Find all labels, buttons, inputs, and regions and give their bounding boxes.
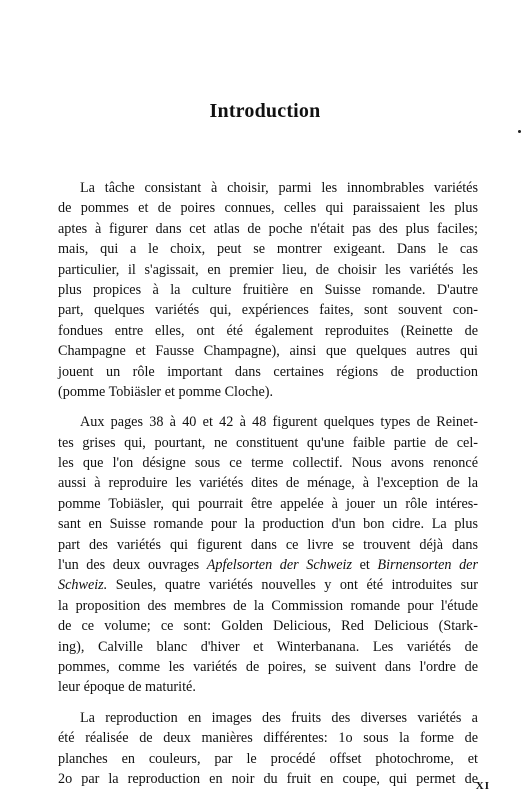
text-line: part des variétés qui figurent dans ce livre se trouvent déjà dans (58, 536, 478, 553)
text-line: fondues entre elles, ont été également reproduites (Reinette de (58, 322, 478, 339)
book-title: Schweiz. (58, 577, 108, 594)
body-text (58, 178, 478, 789)
text-line: jouent un rôle important dans certaines régions de production (58, 363, 478, 380)
text-line: de pommes et de poires connues, celles qui paraissaient les plus (58, 200, 478, 217)
paragraph-1 (58, 178, 478, 402)
text-line: pommes, comme les variétés de poires, se suivent dans l'ordre de (58, 658, 478, 675)
text-fragment: et (351, 557, 378, 574)
text-line-with-title (58, 555, 478, 575)
print-speck (518, 130, 521, 133)
text-line-with-title (58, 575, 478, 595)
text-line: 2o par la reproduction en noir du fruit en coupe, qui permet de (58, 770, 478, 787)
text-line: aussi à reproduire les variétés dites de ménage, à l'exception de la (58, 475, 478, 492)
text-line: ing), Calville blanc d'hiver et Winterbanana. Les variétés de (58, 638, 478, 655)
text-line: La reproduction en images des fruits des diverses variétés a (80, 709, 478, 726)
text-line: leur époque de maturité. (58, 679, 196, 696)
text-fragment: l'un des deux ouvrages (58, 557, 207, 574)
page-number: XI (475, 780, 490, 792)
text-line: plus propices à la culture fruitière en Suisse romande. D'autre (58, 281, 478, 298)
book-title: Apfelsorten der Schweiz (206, 557, 352, 574)
text-line: pomme Tobiäsler, qui pourrait être appelée à jouer un rôle intéres- (58, 495, 478, 512)
text-line: Champagne et Fausse Champagne), ainsi que quelques autres qui (58, 343, 478, 360)
text-line: Aux pages 38 à 40 et 42 à 48 figurent quelques types de Reinet- (80, 414, 478, 431)
text-line: (pomme Tobiäsler et pomme Cloche). (58, 383, 274, 400)
book-title: Birnensorten der (377, 557, 478, 574)
text-line: La tâche consistant à choisir, parmi les innombrables variétés (80, 180, 478, 196)
paragraph-2 (58, 412, 478, 697)
text-line: été réalisée de deux manières différentes: 1o sous la forme de (58, 730, 478, 747)
text-line: de ce volume; ce sont: Golden Delicious, Red Delicious (Stark- (58, 618, 478, 635)
text-line: mais, qui a le choix, peut se montrer exigeant. Dans le cas (58, 241, 478, 258)
text-line: part, quelques variétés qui, expériences faites, sont souvent con- (58, 302, 478, 319)
text-line: particulier, il s'agissait, en premier lieu, de choisir les variétés les (58, 261, 478, 278)
text-line: sant en Suisse romande pour la production d'un bon cidre. La plus (58, 516, 478, 533)
paragraph-3 (58, 708, 478, 790)
text-line: planches en couleurs, par le procédé offset photochrome, et (58, 750, 478, 767)
text-line: tes grises qui, pourtant, ne constituent qu'une faible partie de cel- (58, 434, 478, 451)
text-line: la proposition des membres de la Commission romande pour l'étude (58, 597, 478, 614)
text-line: aptes à figurer dans cet atlas de poche n'était pas des plus faciles; (58, 220, 478, 237)
paragraph-gap (58, 402, 478, 412)
paragraph-gap (58, 698, 478, 708)
text-line: les que l'on désigne sous ce terme collectif. Nous avons renoncé (58, 455, 478, 472)
page-title: Introduction (209, 100, 321, 122)
text-fragment: Seules, quatre variétés nouvelles y ont été introduites sur (107, 577, 478, 594)
